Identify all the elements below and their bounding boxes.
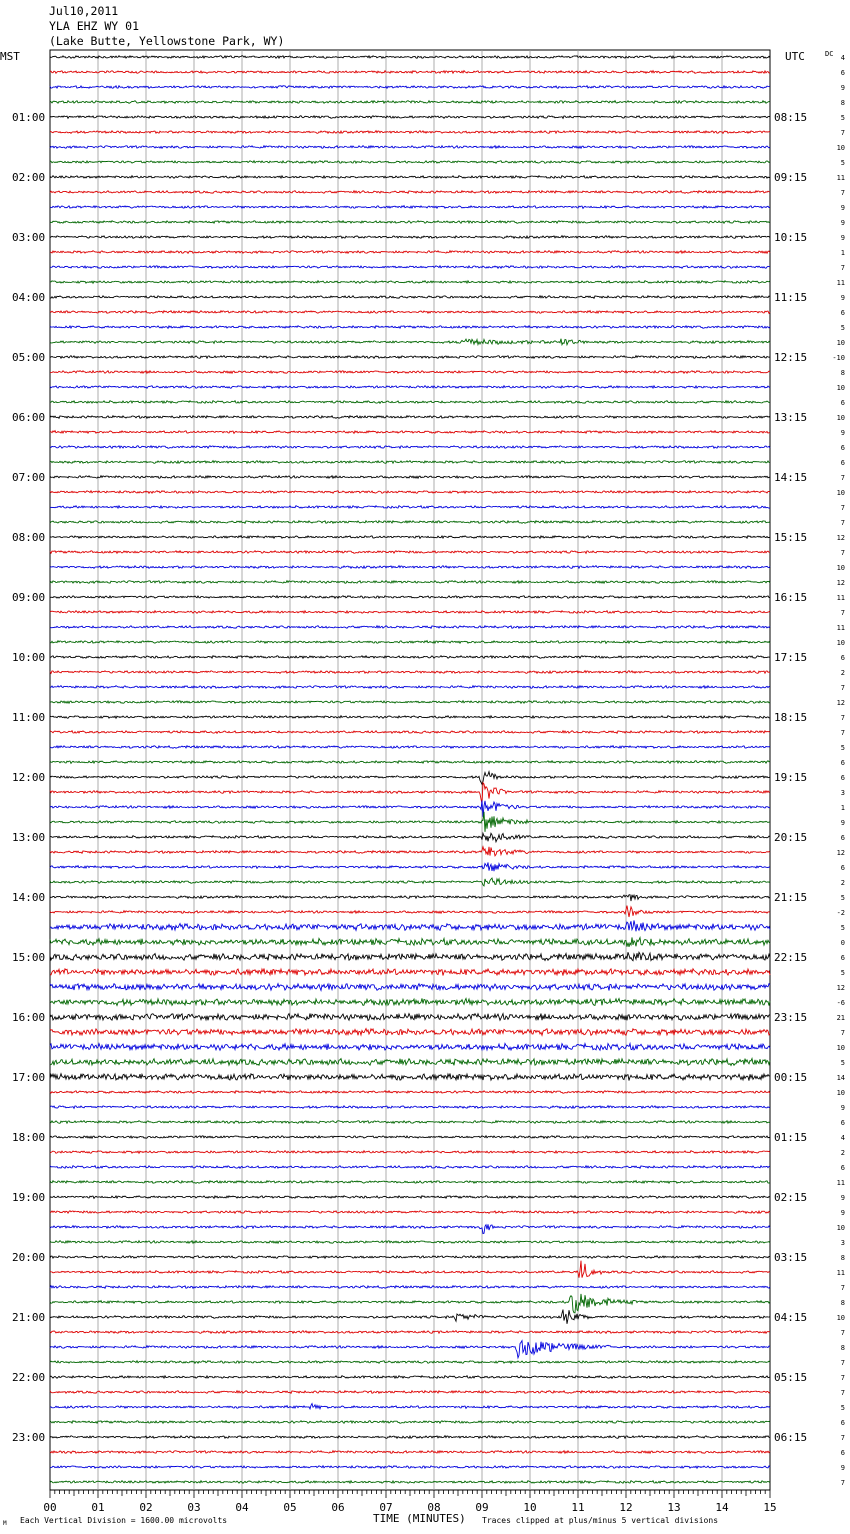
station-label: YLA EHZ WY 01 [49,19,140,33]
dc-offset-label: 11 [836,594,845,602]
dc-offset-label: 10 [836,339,845,347]
mst-hour-label: 06:00 [12,411,46,424]
x-tick-label: 06 [331,1501,345,1514]
dc-offset-label: 8 [840,1299,845,1307]
dc-offset-label: 1 [840,249,845,257]
x-tick-label: 07 [379,1501,393,1514]
mst-hour-label: 20:00 [12,1251,46,1264]
dc-offset-label: 6 [840,399,845,407]
dc-offset-label: 10 [836,1044,845,1052]
dc-offset-label: 7 [840,1284,845,1292]
dc-offset-label: 3 [840,1239,845,1247]
dc-offset-label: 3 [840,789,845,797]
dc-offset-label: 5 [840,969,845,977]
mst-hour-label: 09:00 [12,591,46,604]
utc-hour-label: 09:15 [774,171,808,184]
x-tick-label: 14 [715,1501,729,1514]
mst-hour-label: 22:00 [12,1371,46,1384]
dc-offset-label: 7 [840,1329,845,1337]
dc-offset-label: 6 [840,459,845,467]
mst-hour-label: 18:00 [12,1131,46,1144]
dc-offset-label: 11 [836,1179,845,1187]
dc-offset-label: 6 [840,1449,845,1457]
utc-hour-label: 05:15 [774,1371,808,1384]
date-label: Jul10,2011 [49,4,119,18]
dc-offset-label: 14 [836,1074,845,1082]
mst-hour-label: 17:00 [12,1071,46,1084]
utc-hour-label: 00:15 [774,1071,808,1084]
dc-offset-label: 8 [840,1344,845,1352]
dc-offset-label: 5 [840,1404,845,1412]
dc-offset-label: 2 [840,879,845,887]
dc-offset-label: 10 [836,1314,845,1322]
utc-hour-label: 22:15 [774,951,808,964]
mst-hour-label: 15:00 [12,951,46,964]
corner-mark: M [3,1520,7,1527]
dc-offset-label: 9 [840,429,845,437]
dc-offset-label: 9 [840,1194,845,1202]
dc-offset-label: 9 [840,219,845,227]
x-tick-label: 11 [571,1501,585,1514]
dc-offset-label: 6 [840,834,845,842]
dc-offset-label: 9 [840,234,845,242]
x-tick-label: 05 [283,1501,297,1514]
dc-offset-label: 7 [840,189,845,197]
mst-hour-label: 10:00 [12,651,46,664]
mst-hour-label: 05:00 [12,351,46,364]
x-tick-label: 10 [523,1501,537,1514]
utc-hour-label: 08:15 [774,111,808,124]
utc-hour-label: 01:15 [774,1131,808,1144]
dc-offset-label: 6 [840,954,845,962]
dc-offset-label: 7 [840,1359,845,1367]
dc-offset-label: 10 [836,489,845,497]
dc-offset-label: 9 [840,294,845,302]
utc-hour-label: 10:15 [774,231,808,244]
dc-offset-label: 10 [836,1089,845,1097]
utc-hour-label: 19:15 [774,771,808,784]
x-tick-label: 03 [187,1501,201,1514]
dc-offset-label: 4 [840,54,845,62]
dc-offset-label: 9 [840,1104,845,1112]
utc-hour-label: 03:15 [774,1251,808,1264]
dc-offset-label: 7 [840,609,845,617]
mst-hour-label: 04:00 [12,291,46,304]
dc-offset-label: 2 [840,669,845,677]
dc-offset-label: 12 [836,849,845,857]
dc-offset-label: -10 [832,354,845,362]
dc-offset-label: 7 [840,714,845,722]
x-tick-label: 01 [91,1501,105,1514]
mst-hour-label: 23:00 [12,1431,46,1444]
dc-offset-label: 6 [840,864,845,872]
dc-offset-label: 8 [840,1254,845,1262]
mst-hour-label: 07:00 [12,471,46,484]
dc-offset-label: 5 [840,744,845,752]
dc-offset-label: 12 [836,699,845,707]
dc-offset-label: 6 [840,759,845,767]
mst-hour-label: 12:00 [12,771,46,784]
dc-offset-label: 6 [840,774,845,782]
dc-offset-label: 7 [840,1389,845,1397]
utc-hour-label: 04:15 [774,1311,808,1324]
mst-hour-label: 21:00 [12,1311,46,1324]
dc-offset-label: 8 [840,99,845,107]
dc-offset-label: 11 [836,174,845,182]
dc-offset-label: 7 [840,1374,845,1382]
dc-offset-label: 1 [840,804,845,812]
mst-label: MST [0,50,20,63]
x-tick-label: 15 [763,1501,777,1514]
dc-offset-label: 5 [840,159,845,167]
dc-offset-label: 7 [840,1479,845,1487]
dc-offset-label: 5 [840,924,845,932]
x-tick-label: 02 [139,1501,153,1514]
mst-hour-label: 16:00 [12,1011,46,1024]
x-tick-label: 00 [43,1501,57,1514]
dc-offset-label: 9 [840,204,845,212]
x-tick-label: 04 [235,1501,249,1514]
scale-note: Each Vertical Division = 1600.00 microvolts [20,1516,228,1525]
mst-hour-label: 19:00 [12,1191,46,1204]
dc-offset-label: 6 [840,1419,845,1427]
dc-offset-label: 2 [840,1149,845,1157]
dc-offset-label: 5 [840,114,845,122]
dc-offset-label: 7 [840,519,845,527]
mst-hour-labels [12,111,45,1444]
x-tick-label: 09 [475,1501,489,1514]
utc-hour-label: 06:15 [774,1431,808,1444]
mst-hour-label: 08:00 [12,531,46,544]
dc-offset-label: 11 [836,1269,845,1277]
dc-offset-label: 10 [836,414,845,422]
dc-offset-label: 6 [840,309,845,317]
x-axis-title: TIME (MINUTES) [373,1512,466,1525]
dc-offset-label: 21 [836,1014,845,1022]
dc-offset-label: 9 [840,1464,845,1472]
dc-offset-label: 12 [836,579,845,587]
mst-hour-label: 13:00 [12,831,46,844]
dc-offset-label: 10 [836,1224,845,1232]
utc-hour-label: 12:15 [774,351,808,364]
dc-offset-label: 7 [840,729,845,737]
dc-offset-label: 6 [840,444,845,452]
utc-hour-label: 14:15 [774,471,808,484]
clip-note: Traces clipped at plus/minus 5 vertical divisions [482,1516,719,1525]
utc-hour-labels [774,111,807,1444]
dc-offset-label: 12 [836,534,845,542]
dc-offset-label: 8 [840,369,845,377]
utc-hour-label: 21:15 [774,891,808,904]
location-label: (Lake Butte, Yellowstone Park, WY) [49,34,285,48]
utc-hour-label: 15:15 [774,531,808,544]
dc-offset-label: 0 [840,939,845,947]
dc-offset-label: 5 [840,894,845,902]
dc-offset-label: 6 [840,1119,845,1127]
dc-offset-label: 9 [840,84,845,92]
dc-offset-label: 9 [840,819,845,827]
dc-offset-label: 12 [836,984,845,992]
dc-offset-label: 6 [840,69,845,77]
utc-hour-label: 20:15 [774,831,808,844]
mst-hour-label: 14:00 [12,891,46,904]
x-tick-label: 12 [619,1501,633,1514]
dc-offset-label: 4 [840,1134,845,1142]
utc-hour-label: 18:15 [774,711,808,724]
dc-offset-label: 7 [840,474,845,482]
dc-offset-label: 10 [836,564,845,572]
mst-hour-label: 02:00 [12,171,46,184]
x-tick-label: 13 [667,1501,681,1514]
dc-offset-label: 7 [840,549,845,557]
utc-hour-label: 17:15 [774,651,808,664]
dc-offset-label: 10 [836,144,845,152]
dc-offset-label: 10 [836,384,845,392]
dc-offset-label: 10 [836,639,845,647]
dc-offset-label: 7 [840,264,845,272]
time-axis [43,1490,776,1514]
mst-hour-label: 11:00 [12,711,46,724]
dc-offset-label: 6 [840,654,845,662]
utc-hour-label: 13:15 [774,411,808,424]
utc-hour-label: 23:15 [774,1011,808,1024]
dc-offset-label: 5 [840,324,845,332]
utc-hour-label: 16:15 [774,591,808,604]
dc-offset-label: 7 [840,504,845,512]
dc-label: DC [825,50,834,58]
dc-offset-label: 11 [836,279,845,287]
dc-offset-label: 11 [836,624,845,632]
mst-hour-label: 01:00 [12,111,46,124]
dc-offset-label: 7 [840,1029,845,1037]
dc-offset-label: 7 [840,129,845,137]
dc-offset-label: 5 [840,1059,845,1067]
dc-offset-label: -2 [836,909,845,917]
utc-hour-label: 11:15 [774,291,808,304]
utc-label: UTC [785,50,805,63]
x-tick-label: 08 [427,1501,441,1514]
dc-offset-label: 7 [840,1434,845,1442]
utc-hour-label: 02:15 [774,1191,808,1204]
dc-offset-label: 7 [840,684,845,692]
dc-offset-label: -6 [836,999,845,1007]
dc-offset-label: 6 [840,1164,845,1172]
mst-hour-label: 03:00 [12,231,46,244]
dc-offset-label: 9 [840,1209,845,1217]
dc-offset-labels [832,54,845,1487]
